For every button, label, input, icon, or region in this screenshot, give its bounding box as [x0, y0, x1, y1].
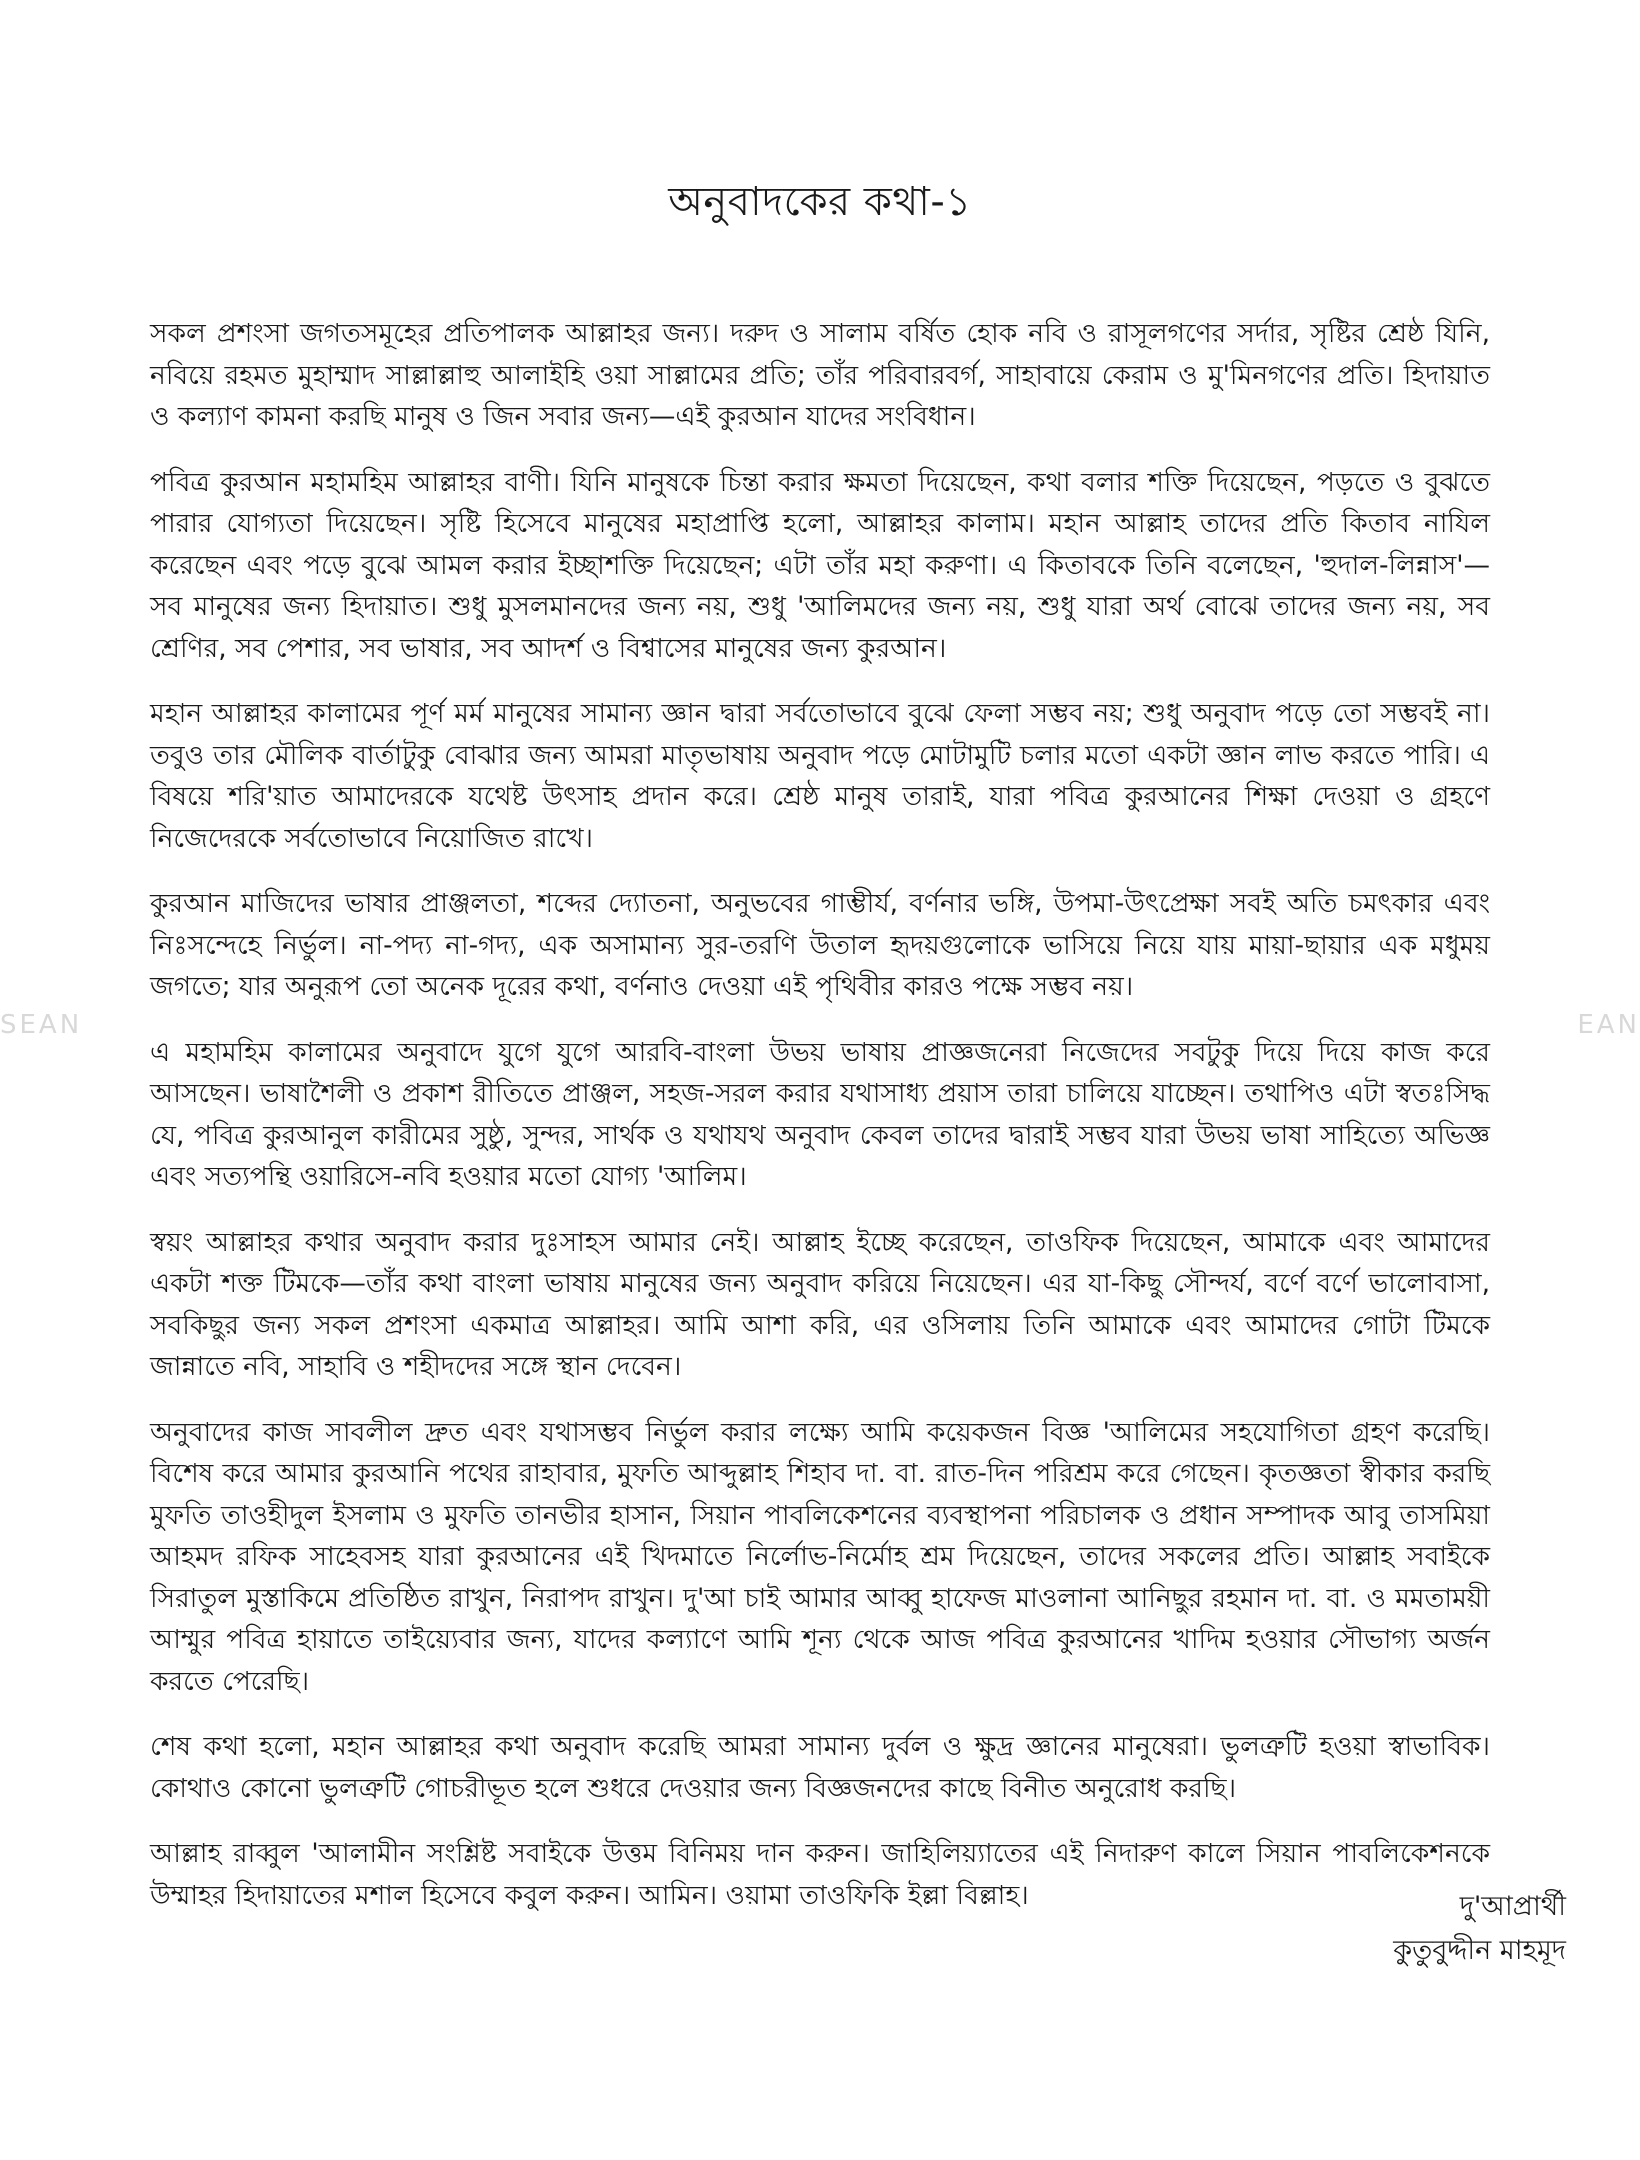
paragraph-4: কুরআন মাজিদের ভাষার প্রাঞ্জলতা, শব্দের দ্যোতনা, অনুভবের গাম্ভীর্য, বর্ণনার ভঙ্গি, উপমা-উৎপ্রেক্ষা সবই অতি চমৎকার এবং নিঃসন্দেহে নির্ভুল। না-পদ্য না-গদ্য, এক অসামান্য সুর-তরণি উতাল হৃদয়গুলোকে ভাসিয়ে নিয়ে যায় মায়া-ছায়ার এক মধুময় জগতে; যার অনুরূপ তো অনেক দূরের কথা, বর্ণনাও দেওয়া এই পৃথিবীর কারও পক্ষে সম্ভব নয়।	[150, 888, 1490, 1002]
paragraph-8: শেষ কথা হলো, মহান আল্লাহর কথা অনুবাদ করেছি আমরা সামান্য দুর্বল ও ক্ষুদ্র জ্ঞানের মানুষেরা। ভুলত্রুটি হওয়া স্বাভাবিক। কোথাও কোনো ভুলত্রুটি গোচরীভূত হলে শুধরে দেওয়ার জন্য বিজ্ঞজনদের কাছে বিনীত অনুরোধ করছি।	[150, 1731, 1490, 1804]
paragraph-5: এ মহামহিম কালামের অনুবাদে যুগে যুগে আরবি-বাংলা উভয় ভাষায় প্রাজ্ঞজনেরা নিজেদের সবটুকু দিয়ে দিয়ে কাজ করে আসছেন। ভাষাশৈলী ও প্রকাশ রীতিতে প্রাঞ্জল, সহজ-সরল করার যথাসাধ্য প্রয়াস তারা চালিয়ে যাচ্ছেন। তথাপিও এটা স্বতঃসিদ্ধ যে, পবিত্র কুরআনুল কারীমের সুষ্ঠু, সুন্দর, সার্থক ও যথাযথ অনুবাদ কেবল তাদের দ্বারাই সম্ভব যারা উভয় ভাষা সাহিত্যে অভিজ্ঞ এবং সত্যপন্থি ওয়ারিসে-নবি হওয়ার মতো যোগ্য 'আলিম।	[150, 1036, 1490, 1192]
signature-line-1: দু'আপ্রার্থী	[1459, 1891, 1566, 1922]
page-title: অনুবাদকের কথা-১	[668, 179, 972, 225]
document-page	[150, 170, 1490, 1940]
signature-name: কুতুবুদ্দীন মাহমূদ	[1393, 1935, 1566, 1966]
paragraph-9: আল্লাহ রাব্বুল 'আলামীন সংশ্লিষ্ট সবাইকে উত্তম বিনিময় দান করুন। জাহিলিয়্যাতের এই নিদারুণ কালে সিয়ান পাবলিকেশনকে উম্মাহর হিদায়াতের মশাল হিসেবে কবুল করুন। আমিন। ওয়ামা তাওফিকি ইল্লা বিল্লাহ।	[150, 1838, 1490, 1911]
paragraph-7: অনুবাদের কাজ সাবলীল দ্রুত এবং যথাসম্ভব নির্ভুল করার লক্ষ্যে আমি কয়েকজন বিজ্ঞ 'আলিমের সহযোগিতা গ্রহণ করেছি। বিশেষ করে আমার কুরআনি পথের রাহাবার, মুফতি আব্দুল্লাহ শিহাব দা. বা. রাত-দিন পরিশ্রম করে গেছেন। কৃতজ্ঞতা স্বীকার করছি মুফতি তাওহীদুল ইসলাম ও মুফতি তানভীর হাসান, সিয়ান পাবলিকেশনের ব্যবস্থাপনা পরিচালক ও প্রধান সম্পাদক আবু তাসমিয়া আহমদ রফিক সাহেবসহ যারা কুরআনের এই খিদমাতে নির্লোভ-নির্মোহ শ্রম দিয়েছেন, তাদের সকলের প্রতি। আল্লাহ সবাইকে সিরাতুল মুস্তাকিমে প্রতিষ্ঠিত রাখুন, নিরাপদ রাখুন। দু'আ চাই আমার আব্বু হাফেজ মাওলানা আনিছুর রহমান দা. বা. ও মমতাময়ী আম্মুর পবিত্র হায়াতে তাইয়্যেবার জন্য, যাদের কল্যাণে আমি শূন্য থেকে আজ পবিত্র কুরআনের খাদিম হওয়ার সৌভাগ্য অর্জন করতে পেরেছি।	[150, 1416, 1490, 1697]
paragraph-6: স্বয়ং আল্লাহর কথার অনুবাদ করার দুঃসাহস আমার নেই। আল্লাহ ইচ্ছে করেছেন, তাওফিক দিয়েছেন, আমাকে এবং আমাদের একটা শক্ত টিমকে—তাঁর কথা বাংলা ভাষায় মানুষের জন্য অনুবাদ করিয়ে নিয়েছেন। এর যা-কিছু সৌন্দর্য, বর্ণে বর্ণে ভালোবাসা, সবকিছুর জন্য সকল প্রশংসা একমাত্র আল্লাহর। আমি আশা করি, এর ওসিলায় তিনি আমাকে এবং আমাদের গোটা টিমকে জান্নাতে নবি, সাহাবি ও শহীদদের সঙ্গে স্থান দেবেন।	[150, 1226, 1490, 1382]
watermark-right: EAN	[1577, 1010, 1640, 1040]
signature-block	[966, 1885, 1566, 1973]
paragraph-3: মহান আল্লাহর কালামের পূর্ণ মর্ম মানুষের সামান্য জ্ঞান দ্বারা সর্বতোভাবে বুঝে ফেলা সম্ভব নয়; শুধু অনুবাদ পড়ে তো সম্ভবই না। তবুও তার মৌলিক বার্তাটুকু বোঝার জন্য আমরা মাতৃভাষায় অনুবাদ পড়ে মোটামুটি চলার মতো একটা জ্ঞান লাভ করতে পারি। এ বিষয়ে শরি'য়াত আমাদেরকে যথেষ্ট উৎসাহ প্রদান করে। শ্রেষ্ঠ মানুষ তারাই, যারা পবিত্র কুরআনের শিক্ষা দেওয়া ও গ্রহণে নিজেদেরকে সর্বতোভাবে নিয়োজিত রাখে।	[150, 698, 1490, 854]
watermark-left: SEAN	[0, 1010, 83, 1040]
paragraph-1: সকল প্রশংসা জগতসমূহের প্রতিপালক আল্লাহর জন্য। দরুদ ও সালাম বর্ষিত হোক নবি ও রাসূলগণের সর্দার, সৃষ্টির শ্রেষ্ঠ যিনি, নবিয়ে রহমত মুহাম্মাদ সাল্লাল্লাহু আলাইহি ওয়া সাল্লামের প্রতি; তাঁর পরিবারবর্গ, সাহাবায়ে কেরাম ও মু'মিনগণের প্রতি। হিদায়াত ও কল্যাণ কামনা করছি মানুষ ও জিন সবার জন্য—এই কুরআন যাদের সংবিধান।	[150, 318, 1490, 432]
paragraph-2: পবিত্র কুরআন মহামহিম আল্লাহর বাণী। যিনি মানুষকে চিন্তা করার ক্ষমতা দিয়েছেন, কথা বলার শক্তি দিয়েছেন, পড়তে ও বুঝতে পারার যোগ্যতা দিয়েছেন। সৃষ্টি হিসেবে মানুষের মহাপ্রাপ্তি হলো, আল্লাহর কালাম। মহান আল্লাহ তাদের প্রতি কিতাব নাযিল করেছেন এবং পড়ে বুঝে আমল করার ইচ্ছাশক্তি দিয়েছেন; এটা তাঁর মহা করুণা। এ কিতাবকে তিনি বলেছেন, 'হুদাল-লিন্নাস'—সব মানুষের জন্য হিদায়াত। শুধু মুসলমানদের জন্য নয়, শুধু 'আলিমদের জন্য নয়, শুধু যারা অর্থ বোঝে তাদের জন্য নয়, সব শ্রেণির, সব পেশার, সব ভাষার, সব আদর্শ ও বিশ্বাসের মানুষের জন্য কুরআন।	[150, 466, 1490, 664]
